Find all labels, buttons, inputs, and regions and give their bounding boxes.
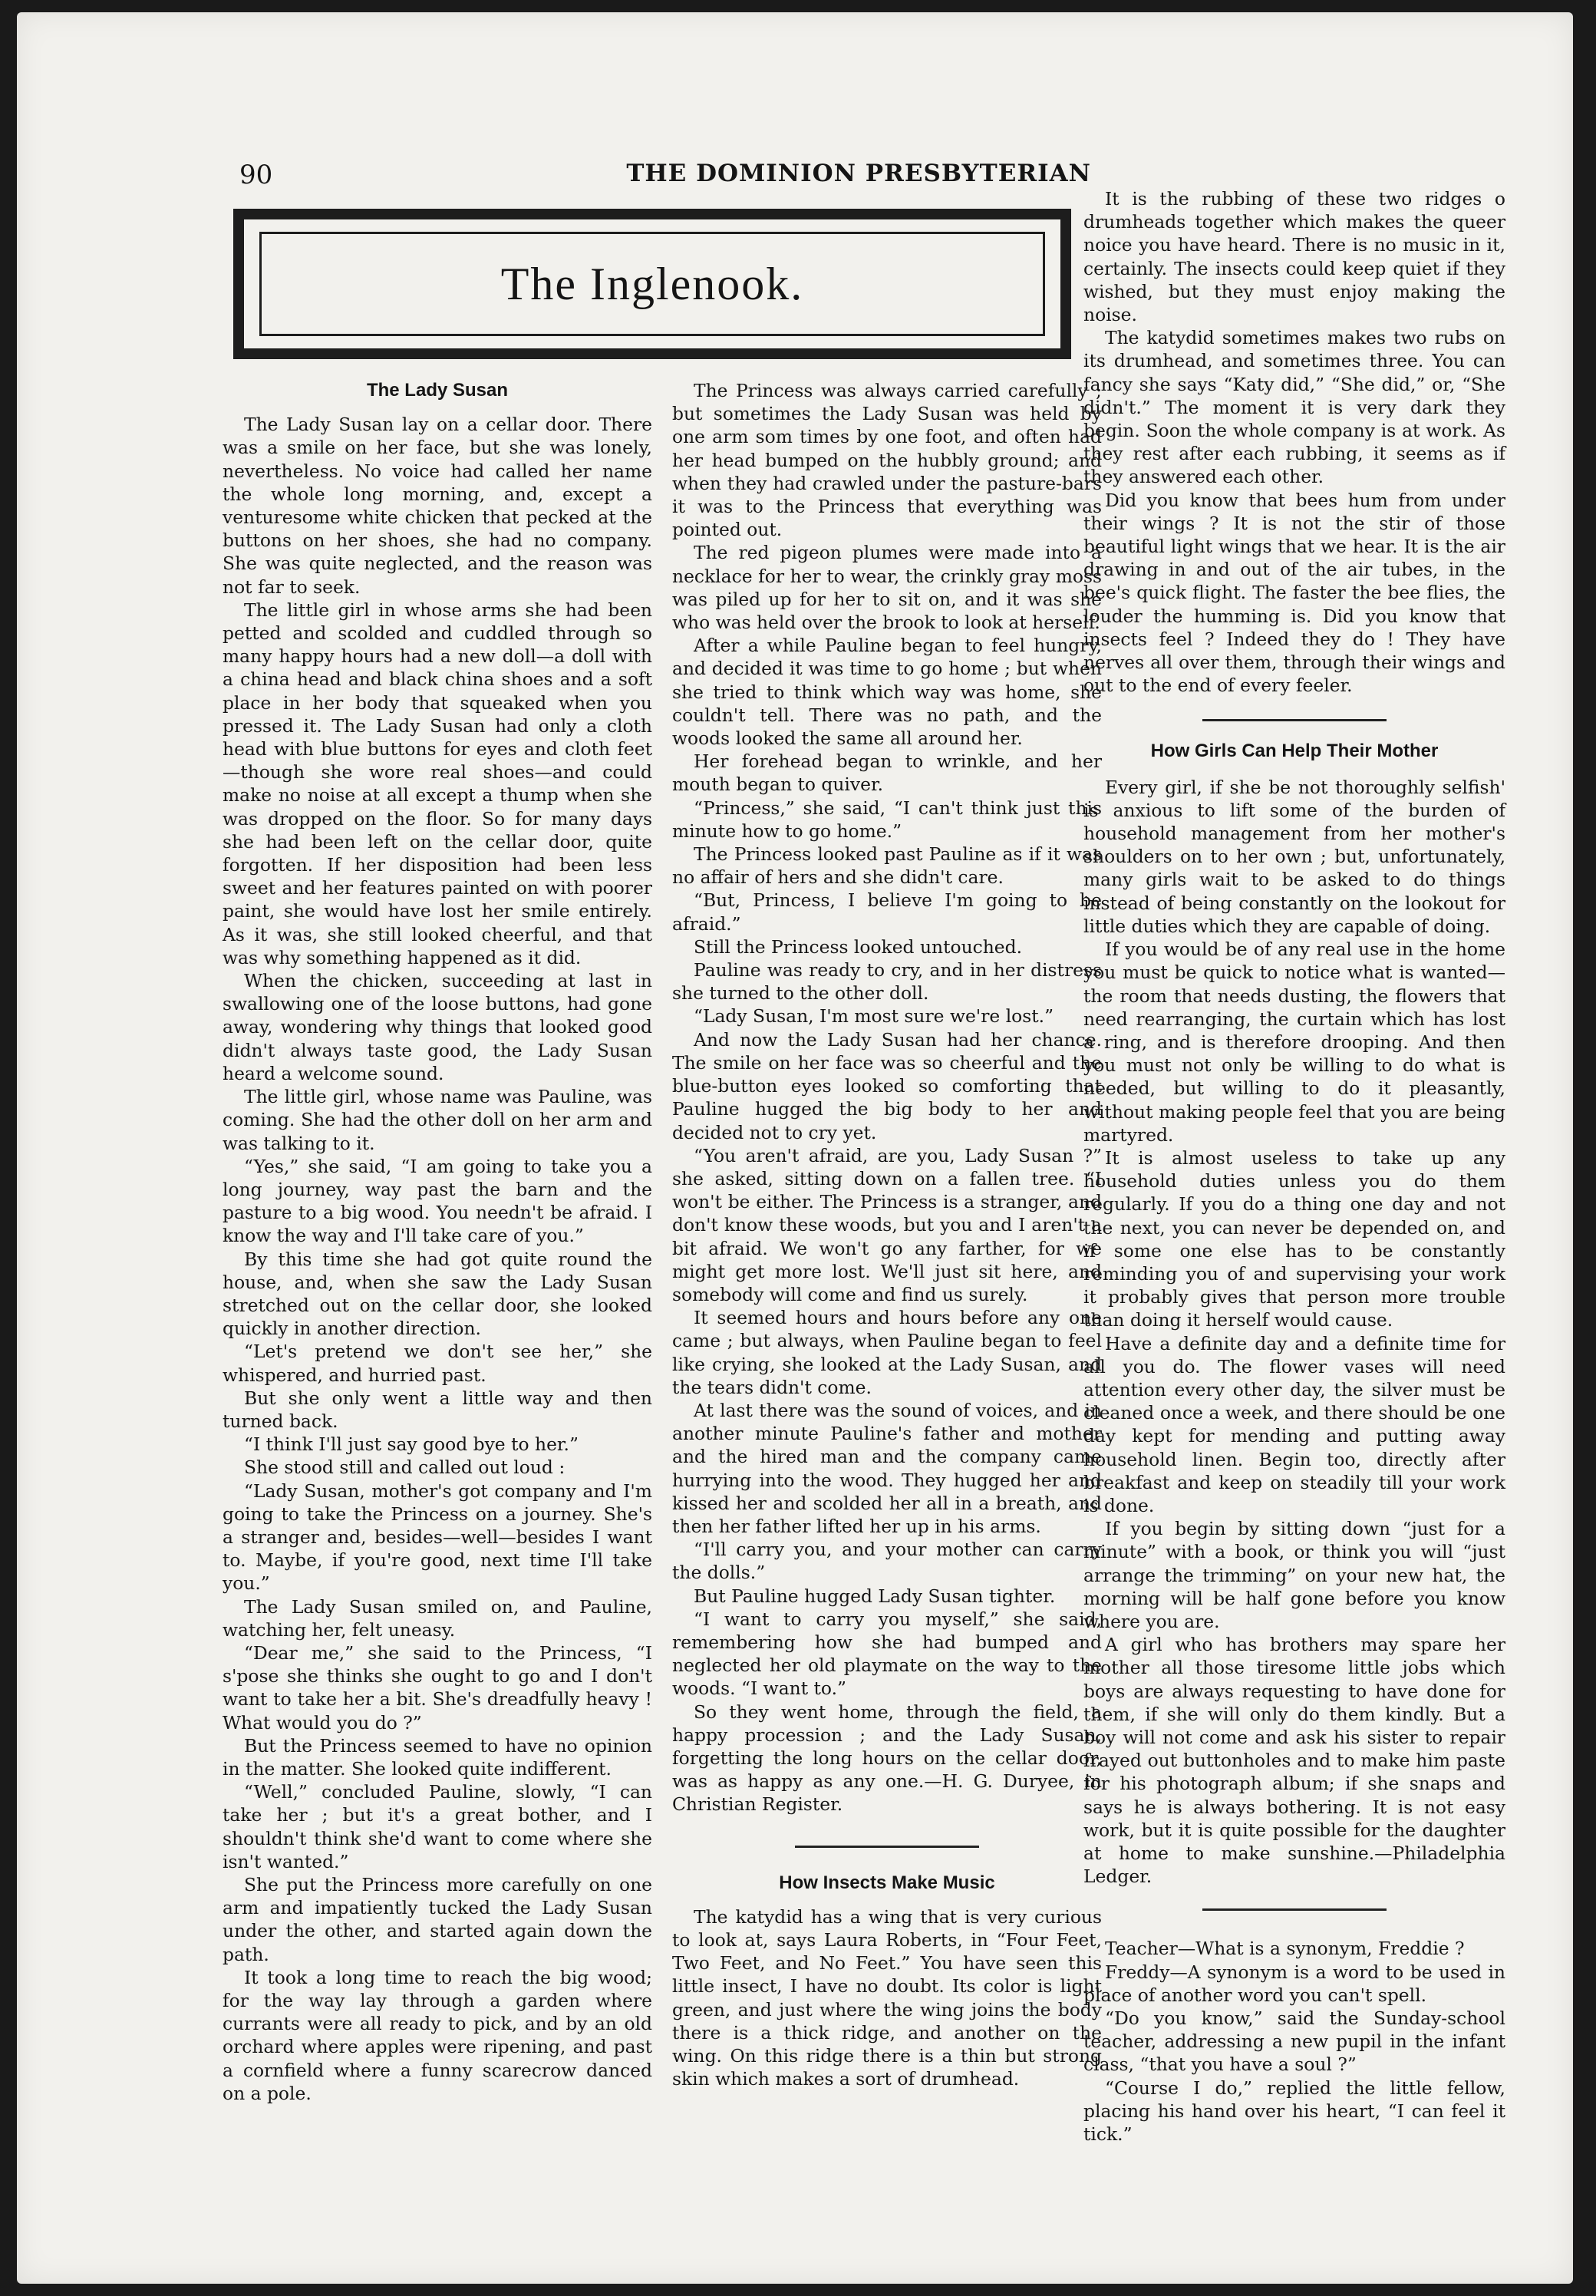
insects-article-body [672, 1905, 1102, 2091]
story-continuation [672, 379, 1102, 1816]
joke-line: “Course I do,” replied the little fellow, placing his hand over his heart, “I can feel it tick.” [1083, 2077, 1505, 2146]
newspaper-page [17, 12, 1573, 2284]
column-3 [1083, 187, 1505, 2146]
paragraph: And now the Lady Susan had her chance. The smile on her face was so cheerful and the blue-button eyes looked so comforting that Pauline hugged the big body to her and decided not to cry yet. [672, 1028, 1102, 1143]
section-banner [233, 209, 1071, 359]
section-divider [672, 1839, 1102, 1855]
paragraph: Have a definite day and a definite time for all you do. The flower vases will need attention every other day, the silver must be cleaned once a week, and there should be one day kept for mending and putting away household linen. Begin too, directly after breakfast and keep on steadily till your work is done. [1083, 1332, 1505, 1516]
paragraph: It seemed hours and hours before any one came ; but always, when Pauline began to feel like crying, she looked at the Lady Susan, and the tears didn't come. [672, 1307, 1102, 1398]
paragraph: If you would be of any real use in the home you must be quick to notice what is wanted—the room that needs dusting, the flowers that need rearranging, the curtain which has lost a ring, and is therefore drooping. And then you must not only be willing to do what is needed, but willing to do it pleasantly, without making people feel that you are being martyred. [1083, 939, 1505, 1146]
joke-line: Freddy—A synonym is a word to be used in place of another word you can't spell. [1083, 1961, 1505, 2006]
paragraph: But the Princess seemed to have no opinion in the matter. She looked quite indifferent. [223, 1734, 652, 1780]
story-body [223, 413, 652, 2105]
page-number: 90 [239, 160, 273, 190]
paragraph: Her forehead began to wrinkle, and her mouth began to quiver. [672, 750, 1102, 796]
story-heading-insects: How Insects Make Music [779, 1872, 995, 1893]
publication-title: THE DOMINION PRESBYTERIAN [626, 160, 1091, 187]
paragraph: It is almost useless to take up any household duties unless you do them regularly. If you do a thing one day and not the next, you can never be depended on, and if some one else has to be constantly reminding you of and supervising your work it probably gives that person more trouble than doing it herself would cause. [1083, 1146, 1505, 1331]
paragraph: The little girl, whose name was Pauline, was coming. She had the other doll on her arm and was talking to it. [223, 1086, 652, 1154]
insects-article-continuation [1083, 187, 1505, 697]
paragraph: “Yes,” she said, “I am going to take you a long journey, way past the barn and the pasture to a big wood. You needn't be afraid. I know the way and I'll take care of you.” [223, 1155, 652, 1247]
paragraph: By this time she had got quite round the house, and, when she saw the Lady Susan stretched out on the cellar door, she looked quickly in another direction. [223, 1248, 652, 1340]
paragraph: “Well,” concluded Pauline, slowly, “I can take her ; but it's a great bother, and I shouldn't think she'd want to come where she isn't wanted.” [223, 1781, 652, 1872]
paragraph: A girl who has brothers may spare her mother all those tiresome little jobs which boys are always requesting to have done for them, if she will only do them kindly. But a boy will not come and ask his sister to repair frayed out buttonholes and to make him paste for his photograph album; if she snaps and says he is always bothering. It is not easy work, but it is quite possible for the daughter at home to make sunshine.—Philadelphia Ledger. [1083, 1634, 1505, 1888]
paragraph: “I want to carry you myself,” she said, remembering how she had bumped and neglected her old playmate on the way to the woods. “I want to.” [672, 1608, 1102, 1700]
paragraph: The Princess was always carried carefully ; but sometimes the Lady Susan was held by one arm som times by one foot, and often had her head bumped on the hubbly ground; and when they had crawled under the pasture-bars it was to the Princess that everything was pointed out. [672, 380, 1102, 541]
story-heading-girls: How Girls Can Help Their Mother [1150, 741, 1439, 762]
paragraph: When the chicken, succeeding at last in swallowing one of the loose buttons, had gone away, wondering why things that looked good didn't always taste good, the Lady Susan heard a welcome sound. [223, 970, 652, 1084]
joke-line: Teacher—What is a synonym, Freddie ? [1105, 1938, 1465, 1960]
paragraph: “Dear me,” she said to the Princess, “I s'pose she thinks she ought to go and I don't want to take her a bit. She's dreadfully heavy ! What would you do ?” [223, 1641, 652, 1734]
paragraph: The Lady Susan smiled on, and Pauline, watching her, felt uneasy. [223, 1595, 652, 1641]
paragraph: So they went home, through the field, a happy procession ; and the Lady Susan, forgetting the long hours on the cellar door, was as happy as any one.—H. G. Duryee, in Christian Register. [672, 1701, 1102, 1816]
section-divider [1083, 712, 1505, 727]
paragraph: “Let's pretend we don't see her,” she whispered, and hurried past. [223, 1341, 652, 1386]
section-divider [1083, 1902, 1505, 1917]
paragraph: “Lady Susan, I'm most sure we're lost.” [694, 1005, 1054, 1028]
paragraph: “Princess,” she said, “I can't think just this minute how to go home.” [672, 797, 1102, 842]
paragraph: But Pauline hugged Lady Susan tighter. [694, 1585, 1056, 1607]
paragraph: The katydid sometimes makes two rubs on its drumhead, and sometimes three. You can fancy she says “Katy did,” “She did,” or, “She didn't.” The moment it is very dark they begin. Soon the whole company is at work. As they rest after each rubbing, it seems as if they answered each other. [1083, 327, 1505, 488]
paragraph: “You aren't afraid, are you, Lady Susan ?” she asked, sitting down on a fallen tree. “I won't be either. The Princess is a stranger, and don't know these woods, but you and I aren't a bit afraid. We won't go any farther, for we might get more lost. We'll just sit here, and somebody will come and find us surely. [672, 1144, 1102, 1305]
paragraph: Did you know that bees hum from under their wings ? It is not the stir of those beautiful light wings that we hear. It is the air drawing in and out of the air tubes, in the bee's quick flight. The faster the bee flies, the louder the humming is. Did you know that insects feel ? Indeed they do ! They have nerves all over them, through their wings and out to the end of every feeler. [1083, 489, 1505, 697]
paragraph: Pauline was ready to cry, and in her distress she turned to the other doll. [672, 959, 1102, 1004]
page-header [239, 152, 1091, 198]
paragraph: “I think I'll just say good bye to her.” [244, 1433, 579, 1456]
paragraph: Every girl, if she be not thoroughly selfish' is anxious to lift some of the burden of household management from her mother's shoulders on to her own ; but, unfortunately, many girls wait to be asked to do things instead of being constantly on the lookout for little duties which they are capable of doing. [1083, 776, 1505, 937]
paragraph: But she only went a little way and then turned back. [223, 1387, 652, 1432]
paragraph: The red pigeon plumes were made into a necklace for her to wear, the crinkly gray moss was piled up for her to sit on, and it was she who was held over the brook to look at herself. [672, 542, 1102, 634]
paragraph: The little girl in whose arms she had been petted and scolded and cuddled through so many happy hours had a new doll—a doll with a china head and black china shoes and a soft place in her body that squeaked when you pressed it. The Lady Susan had only a cloth head with blue buttons for eyes and cloth feet—though she wore real shoes—and could make no noise at all except a thump when she was dropped on the floor. So for many days she had been left on the cellar door, quite forgotten. If her disposition had been less sweet and her features painted on with poorer paint, she would have lost her smile entirely. As it was, she still looked cheerful, and that was why something happened as it did. [223, 599, 652, 968]
paragraph: “Lady Susan, mother's got company and I'm going to take the Princess on a journey. She's a stranger and, besides—well—besides I want to. Maybe, if you're good, next time I'll take you.” [223, 1480, 652, 1595]
paragraph: If you begin by sitting down “just for a minute” with a book, or think you will “just arrange the trimming” on your new hat, the morning will be half gone before you know where you are. [1083, 1518, 1505, 1632]
paragraph: After a while Pauline began to feel hungry, and decided it was time to go home ; but when she tried to think which way was home, she couldn't tell. There was no path, and the woods looked the same all around her. [672, 635, 1102, 750]
paragraph: She put the Princess more carefully on one arm and impatiently tucked the Lady Susan under the other, and started again down the path. [223, 1874, 652, 1965]
paragraph: She stood still and called out loud : [244, 1456, 566, 1479]
paragraph: “I'll carry you, and your mother can carry the dolls.” [672, 1539, 1102, 1584]
paragraph: “But, Princess, I believe I'm going to be afraid.” [672, 889, 1102, 935]
paragraph: It took a long time to reach the big wood; for the way lay through a garden where currants were all ready to pick, and by an old orchard where apples were ripening, and past a cornfield where a funny scarecrow danced on a pole. [223, 1966, 652, 2104]
jokes-section [1083, 1937, 1505, 2146]
paragraph: Still the Princess looked untouched. [694, 935, 1023, 958]
paragraph: At last there was the sound of voices, and in another minute Pauline's father and mother and the hired man and the company came hurrying into the wood. They hugged her and kissed her and scolded her all in a breath, and then her father lifted her up in his arms. [672, 1399, 1102, 1537]
paragraph: The katydid has a wing that is very curious to look at, says Laura Roberts, in “Four Feet, Two Feet, and No Feet.” You have seen this little insect, I have no doubt. Its color is light green, and just where the wing joins the body there is a thick ridge, and another on the wing. On this ridge there is a thin but strong skin which makes a sort of drumhead. [672, 1905, 1102, 2090]
joke-line: “Do you know,” said the Sunday-school teacher, addressing a new pupil in the infant class, “that you have a soul ?” [1083, 2007, 1505, 2076]
section-title: The Inglenook. [500, 258, 804, 309]
girls-article-body [1083, 776, 1505, 1889]
column-1 [223, 379, 652, 2105]
story-heading-lady-susan: The Lady Susan [366, 380, 509, 401]
paragraph: The Lady Susan lay on a cellar door. There was a smile on her face, but she was lonely, nevertheless. No voice had called her name the whole long morning, and, except a venturesome white chicken that pecked at the buttons on her shoes, she had no company. She was quite neglected, and the reason was not far to seek. [223, 414, 652, 598]
column-2 [672, 379, 1102, 2090]
paragraph: It is the rubbing of these two ridges o drumheads together which makes the queer noice you have heard. There is no music in it, certainly. The insects could keep quiet if they wished, but they must enjoy making the noise. [1083, 188, 1505, 326]
paragraph: The Princess looked past Pauline as if it was no affair of hers and she didn't care. [672, 843, 1102, 889]
